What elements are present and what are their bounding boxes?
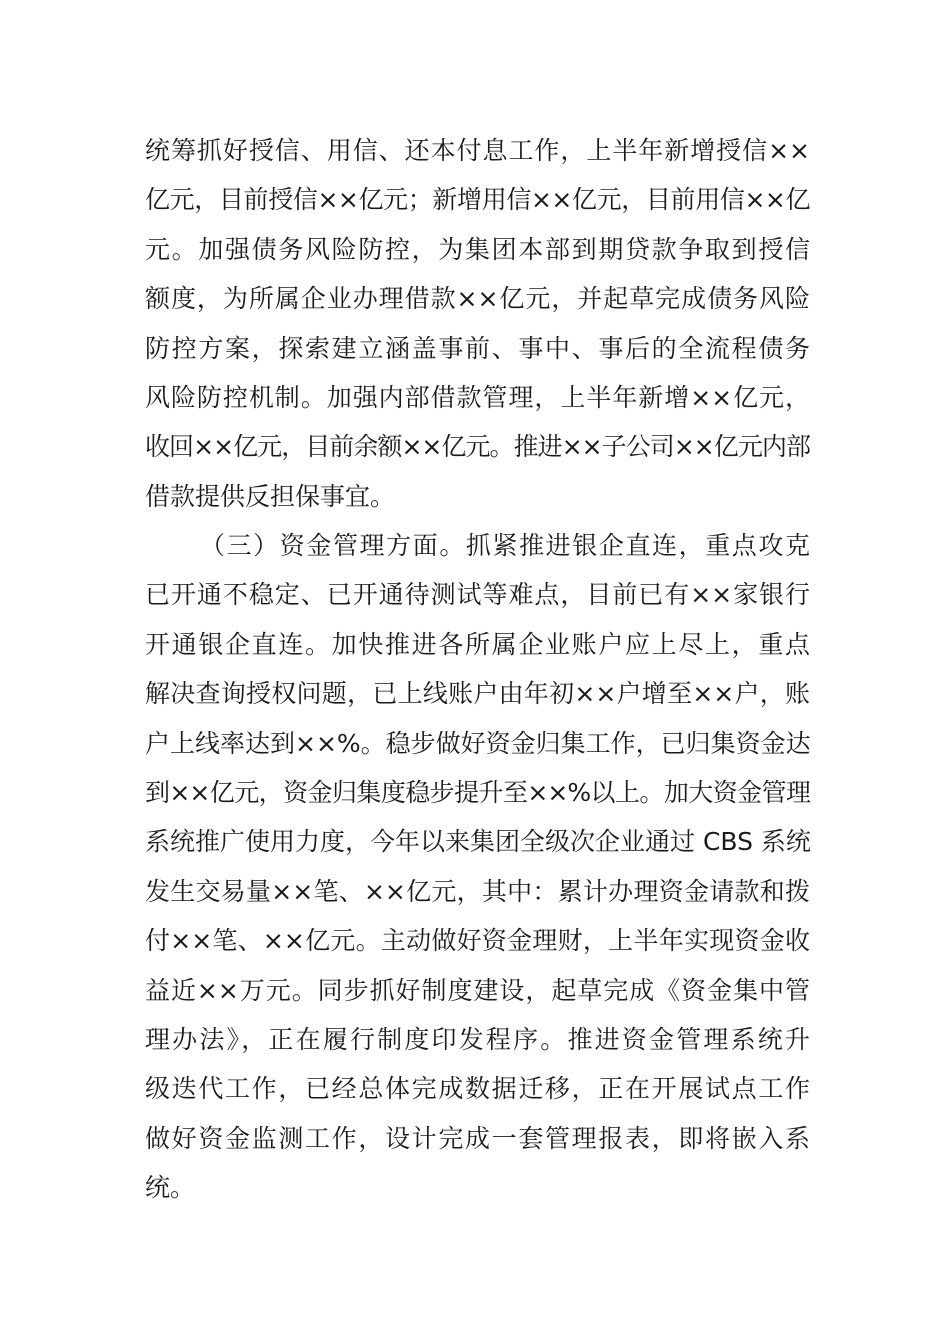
- paragraph-line: 益近××万元。同步抓好制度建设，起草完成《资金集中管: [145, 975, 810, 1005]
- paragraph-line: 统筹抓好授信、用信、还本付息工作，上半年新增授信××: [145, 136, 810, 165]
- paragraph-line: 开通银企直连。加快推进各所属企业账户应上尽上，重点: [145, 629, 810, 659]
- paragraph-line: 到××亿元，资金归集度稳步提升至××%以上。加大资金管理: [145, 777, 810, 807]
- paragraph-line: 防控方案，探索建立涵盖事前、事中、事后的全流程债务: [145, 333, 810, 363]
- paragraph-fund-management: [145, 521, 810, 1212]
- paragraph-line: 元。加强债务风险防控，为集团本部到期贷款争取到授信: [145, 234, 810, 264]
- paragraph-line: 风险防控机制。加强内部借款管理，上半年新增××亿元，: [145, 382, 810, 412]
- paragraph-line: 户上线率达到××%。稳步做好资金归集工作，已归集资金达: [145, 728, 811, 758]
- paragraph-line: 发生交易量××笔、××亿元，其中：累计办理资金请款和拨: [145, 876, 810, 906]
- paragraph-line: 亿元，目前授信××亿元；新增用信××亿元，目前用信××亿: [145, 185, 810, 215]
- paragraph-line: 收回××亿元，目前余额××亿元。推进××子公司××亿元内部: [145, 432, 810, 462]
- paragraph-line: 做好资金监测工作，设计完成一套管理报表，即将嵌入系: [145, 1123, 810, 1153]
- paragraph-line: 级迭代工作，已经总体完成数据迁移，正在开展试点工作: [145, 1074, 810, 1104]
- paragraph-line: 已开通不稳定、已开通待测试等难点，目前已有××家银行: [145, 580, 810, 610]
- paragraph-line: 付××笔、××亿元。主动做好资金理财，上半年实现资金收: [145, 926, 810, 956]
- paragraph-line: 理办法》，正在履行制度印发程序。推进资金管理系统升: [145, 1024, 810, 1054]
- paragraph-heading-line: （三）资金管理方面。抓紧推进银企直连，重点攻克: [200, 531, 810, 560]
- paragraph-line: 统。: [145, 1173, 196, 1203]
- paragraph-debt-management: [145, 126, 810, 521]
- paragraph-line: 额度，为所属企业办理借款××亿元，并起草完成债务风险: [145, 284, 810, 314]
- paragraph-line: 解决查询授权问题，已上线账户由年初××户增至××户，账: [145, 679, 810, 709]
- paragraph-line: 系统推广使用力度，今年以来集团全级次企业通过 CBS 系统: [145, 827, 811, 857]
- paragraph-line: 借款提供反担保事宜。: [145, 481, 396, 511]
